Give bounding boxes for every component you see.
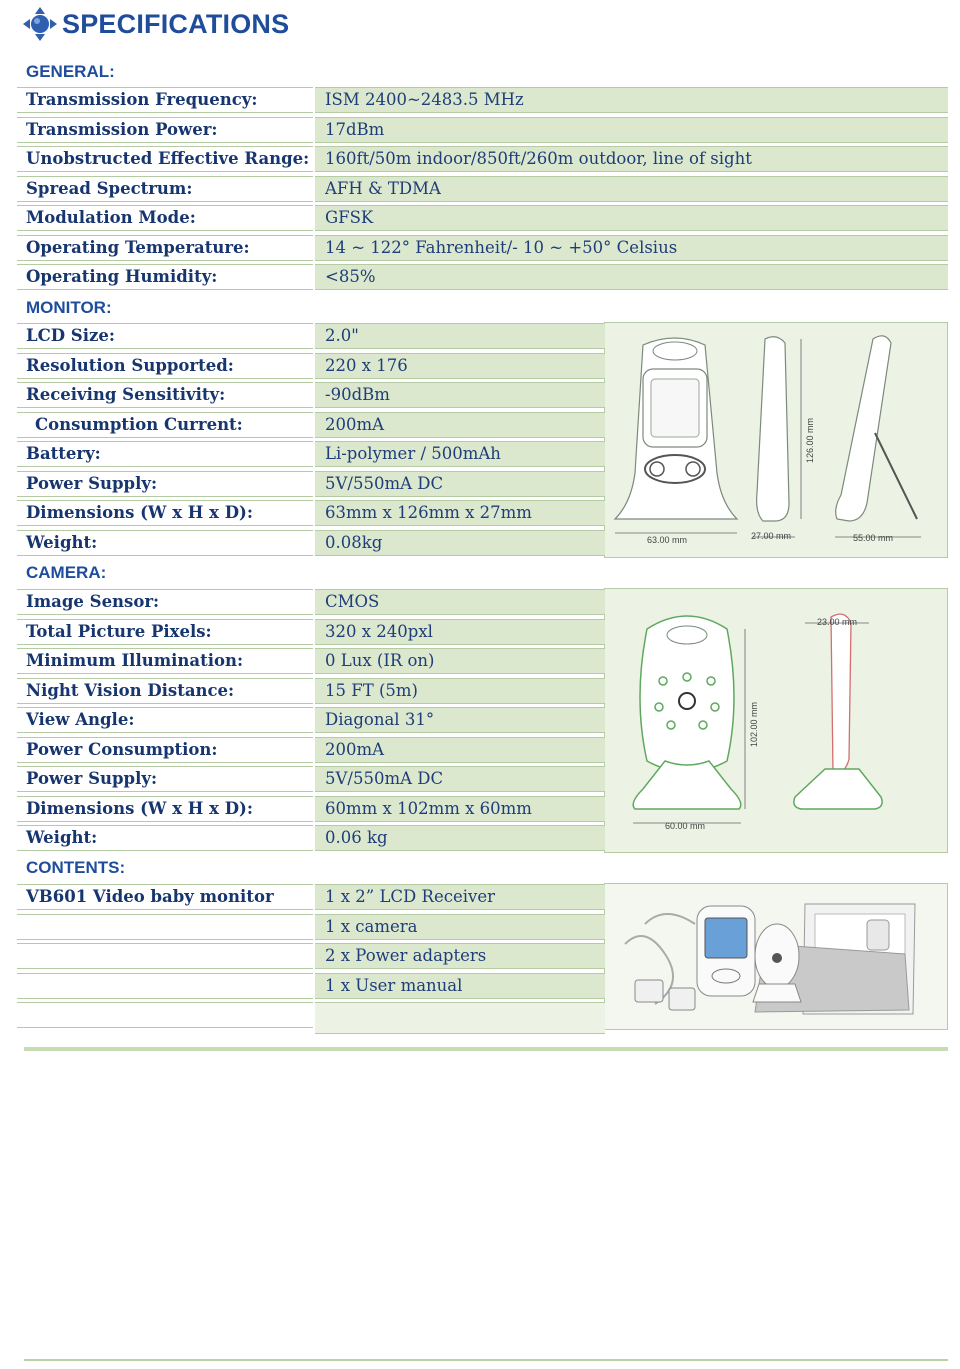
- spec-value: 0 Lux (IR on): [315, 648, 605, 674]
- camera-dimension-drawing: [604, 588, 948, 853]
- spec-label: Weight:: [17, 825, 313, 851]
- spec-value: -90dBm: [315, 382, 605, 408]
- spec-label: Unobstructed Effective Range:: [17, 146, 313, 172]
- spec-value: 2 x Power adapters: [315, 943, 605, 969]
- monitor-dimension-drawing: [604, 322, 948, 558]
- camera-width-label: 60.00 mm: [665, 821, 706, 831]
- spec-value: Li-polymer / 500mAh: [315, 441, 605, 467]
- spec-label: [17, 943, 313, 969]
- spec-value: 160ft/50m indoor/850ft/260m outdoor, line of sight: [315, 146, 948, 172]
- spec-value: 2.0": [315, 323, 605, 349]
- spec-value: 200mA: [315, 412, 605, 438]
- spec-label: Total Picture Pixels:: [17, 619, 313, 645]
- spec-value: 1 x User manual: [315, 973, 605, 999]
- section-general-heading: GENERAL:: [26, 62, 115, 81]
- package-contents-photo: [604, 883, 948, 1030]
- page-title: SPECIFICATIONS: [62, 8, 290, 39]
- spec-label: LCD Size:: [17, 323, 313, 349]
- spec-label: Power Supply:: [17, 471, 313, 497]
- section-monitor-heading: MONITOR:: [26, 298, 112, 317]
- spec-label: Dimensions (W x H x D):: [17, 500, 313, 526]
- monitor-depth-label: 27.00 mm: [751, 531, 792, 541]
- page-header: [22, 4, 289, 44]
- four-arrows-icon: [22, 6, 58, 42]
- monitor-width-label: 63.00 mm: [647, 535, 688, 545]
- spec-value: 63mm x 126mm x 27mm: [315, 500, 605, 526]
- spec-value: 200mA: [315, 737, 605, 763]
- spec-label: Transmission Frequency:: [17, 87, 313, 113]
- section-camera-heading: CAMERA:: [26, 563, 107, 582]
- spec-label: View Angle:: [17, 707, 313, 733]
- spec-value: 220 x 176: [315, 353, 605, 379]
- spec-label: Power Consumption:: [17, 737, 313, 763]
- spec-label: Resolution Supported:: [17, 353, 313, 379]
- spec-value: 5V/550mA DC: [315, 471, 605, 497]
- spec-value: 0.08kg: [315, 530, 605, 556]
- spec-value: 320 x 240pxl: [315, 619, 605, 645]
- spec-label: [17, 1002, 313, 1028]
- spec-label: Operating Humidity:: [17, 264, 313, 290]
- spec-label: VB601 Video baby monitor: [17, 884, 313, 910]
- section-contents-heading: CONTENTS:: [26, 858, 126, 877]
- spec-value: [315, 1002, 605, 1034]
- spec-value: <85%: [315, 264, 948, 290]
- spec-value: 15 FT (5m): [315, 678, 605, 704]
- spec-value: 0.06 kg: [315, 825, 605, 851]
- spec-label: Transmission Power:: [17, 117, 313, 143]
- spec-label: Image Sensor:: [17, 589, 313, 615]
- spec-label: Consumption Current:: [17, 412, 313, 438]
- spec-value: 1 x 2” LCD Receiver: [315, 884, 605, 910]
- divider: [24, 1047, 948, 1051]
- spec-value: GFSK: [315, 205, 948, 231]
- spec-label: [17, 973, 313, 999]
- camera-height-label: 102.00 mm: [749, 701, 759, 747]
- spec-label: Night Vision Distance:: [17, 678, 313, 704]
- spec-value: 14 ~ 122° Fahrenheit/- 10 ~ +50° Celsius: [315, 235, 948, 261]
- spec-value: 1 x camera: [315, 914, 605, 940]
- spec-value: 60mm x 102mm x 60mm: [315, 796, 605, 822]
- spec-value: AFH & TDMA: [315, 176, 948, 202]
- spec-value: CMOS: [315, 589, 605, 615]
- spec-label: Minimum Illumination:: [17, 648, 313, 674]
- spec-value: Diagonal 31°: [315, 707, 605, 733]
- spec-label: Receiving Sensitivity:: [17, 382, 313, 408]
- monitor-height-label: 126.00 mm: [805, 417, 815, 463]
- monitor-stand-label: 55.00 mm: [853, 533, 894, 543]
- spec-label: Dimensions (W x H x D):: [17, 796, 313, 822]
- spec-label: Weight:: [17, 530, 313, 556]
- spec-value: 5V/550mA DC: [315, 766, 605, 792]
- spec-label: Power Supply:: [17, 766, 313, 792]
- spec-label: [17, 914, 313, 940]
- spec-label: Operating Temperature:: [17, 235, 313, 261]
- camera-depth-label: 23.00 mm: [817, 617, 858, 627]
- spec-label: Spread Spectrum:: [17, 176, 313, 202]
- spec-value: ISM 2400~2483.5 MHz: [315, 87, 948, 113]
- spec-label: Battery:: [17, 441, 313, 467]
- spec-value: 17dBm: [315, 117, 948, 143]
- spec-label: Modulation Mode:: [17, 205, 313, 231]
- divider: [24, 1359, 948, 1361]
